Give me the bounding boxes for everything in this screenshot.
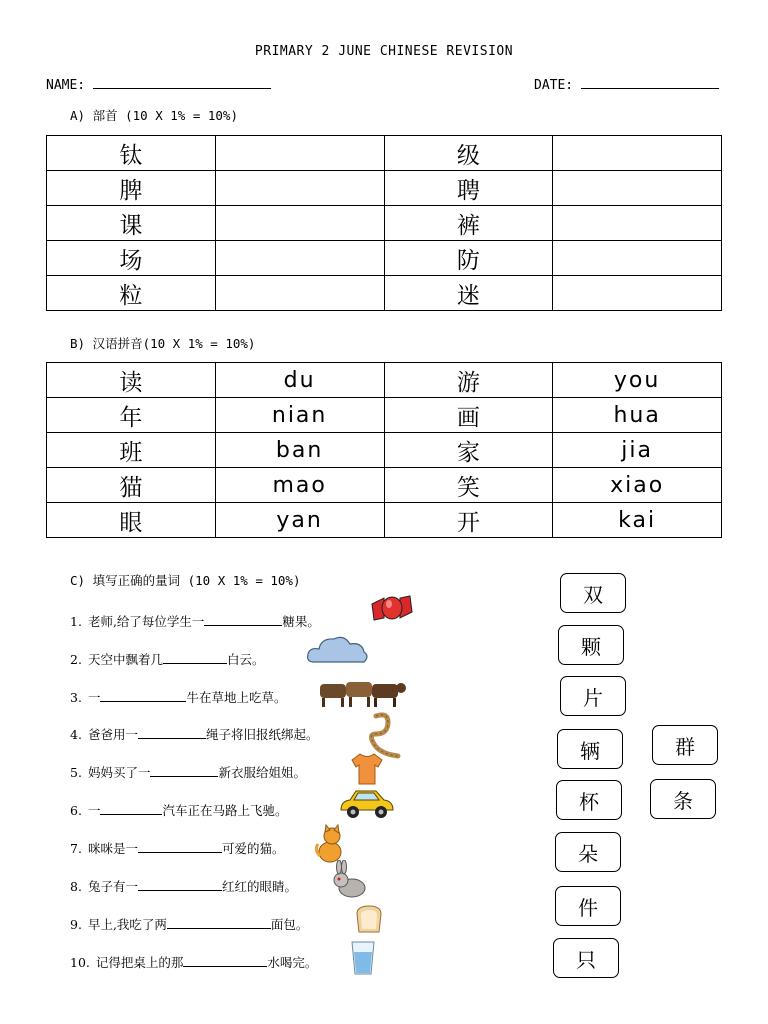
answer-blank[interactable]: [138, 878, 222, 891]
table-row: [47, 136, 722, 171]
word-bank-item[interactable]: 杯: [556, 780, 622, 820]
name-label: NAME:: [46, 78, 86, 93]
question-6: [70, 801, 287, 819]
question-7: [70, 839, 284, 857]
pinyin-cell: du: [215, 363, 384, 398]
answer-blank[interactable]: [183, 954, 267, 967]
date-field[interactable]: [581, 76, 719, 89]
pinyin-cell: xiao: [553, 468, 722, 503]
table-row: [47, 276, 722, 311]
answer-cell[interactable]: [215, 171, 384, 206]
name-field[interactable]: [93, 76, 271, 89]
rabbit-icon: [330, 860, 372, 900]
character-cell: 眼: [47, 503, 216, 538]
word-bank-item[interactable]: 双: [560, 573, 626, 613]
question-number: 10.: [70, 955, 90, 970]
answer-cell[interactable]: [215, 206, 384, 241]
table-row: [47, 241, 722, 276]
character-cell: 猫: [47, 468, 216, 503]
question-9: [70, 915, 308, 933]
section-a-heading: A) 部首 (10 X 1% = 10%): [70, 108, 238, 123]
date-row: [534, 76, 719, 93]
character-cell: 聘: [384, 171, 553, 206]
question-text-before: 爸爸用一: [87, 727, 138, 742]
answer-cell[interactable]: [553, 206, 722, 241]
question-number: 8.: [70, 879, 82, 894]
question-4: [70, 725, 318, 743]
question-text-after: 面包。: [270, 917, 309, 932]
character-cell: 裤: [384, 206, 553, 241]
section-c-heading: C) 填写正确的量词 (10 X 1% = 10%): [70, 573, 301, 588]
character-cell: 课: [47, 206, 216, 241]
question-number: 2.: [70, 652, 82, 667]
answer-cell[interactable]: [215, 241, 384, 276]
question-3: [70, 688, 286, 706]
character-cell: 画: [384, 398, 553, 433]
table-row: [47, 468, 722, 503]
answer-blank[interactable]: [150, 764, 218, 777]
question-number: 6.: [70, 803, 82, 818]
table-row: [47, 171, 722, 206]
answer-cell[interactable]: [553, 241, 722, 276]
answer-cell[interactable]: [553, 136, 722, 171]
question-number: 5.: [70, 765, 82, 780]
question-text-after: 糖果。: [282, 614, 320, 629]
question-text-before: 天空中飘着几: [87, 652, 163, 667]
question-number: 4.: [70, 727, 82, 742]
answer-blank[interactable]: [100, 802, 162, 815]
character-cell: 读: [47, 363, 216, 398]
character-cell: 班: [47, 433, 216, 468]
cat-icon: [312, 824, 348, 864]
question-5: [70, 763, 306, 781]
question-text-after: 水喝完。: [267, 955, 318, 970]
glass-icon: [350, 940, 376, 976]
table-row: [47, 503, 722, 538]
character-cell: 家: [384, 433, 553, 468]
character-cell: 游: [384, 363, 553, 398]
answer-cell[interactable]: [553, 171, 722, 206]
bread-icon: [354, 904, 384, 934]
answer-blank[interactable]: [204, 613, 282, 626]
date-label: DATE:: [534, 78, 574, 93]
answer-cell[interactable]: [215, 136, 384, 171]
name-row: [46, 76, 271, 93]
cows-icon: [316, 676, 406, 710]
word-bank-item[interactable]: 辆: [557, 729, 623, 769]
candy-icon: [370, 590, 414, 626]
character-cell: 级: [384, 136, 553, 171]
question-text-before: 早上,我吃了两: [87, 917, 167, 932]
character-cell: 脾: [47, 171, 216, 206]
character-cell: 年: [47, 398, 216, 433]
word-bank-item[interactable]: 朵: [555, 832, 621, 872]
answer-blank[interactable]: [138, 840, 222, 853]
word-bank-item[interactable]: 件: [555, 886, 621, 926]
question-number: 7.: [70, 841, 82, 856]
question-text-before: 一: [87, 690, 101, 705]
word-bank-item[interactable]: 只: [553, 938, 619, 978]
answer-blank[interactable]: [138, 726, 206, 739]
answer-blank[interactable]: [163, 651, 227, 664]
pinyin-table: [46, 362, 722, 538]
table-row: [47, 363, 722, 398]
question-number: 3.: [70, 690, 82, 705]
question-text-after: 牛在草地上吃草。: [186, 690, 287, 705]
page-title: PRIMARY 2 JUNE CHINESE REVISION: [254, 44, 514, 59]
table-row: [47, 398, 722, 433]
answer-cell[interactable]: [553, 276, 722, 311]
pinyin-cell: jia: [553, 433, 722, 468]
question-text-after: 可爱的猫。: [221, 841, 285, 856]
pinyin-cell: you: [553, 363, 722, 398]
question-text-before: 妈妈买了一: [87, 765, 151, 780]
question-10: [70, 953, 317, 971]
question-text-after: 白云。: [226, 652, 265, 667]
answer-blank[interactable]: [167, 916, 271, 929]
question-number: 1.: [70, 614, 82, 629]
shirt-icon: [350, 752, 384, 786]
pinyin-cell: yan: [215, 503, 384, 538]
question-text-before: 兔子有一: [87, 879, 138, 894]
table-row: [47, 206, 722, 241]
character-cell: 场: [47, 241, 216, 276]
pinyin-cell: ban: [215, 433, 384, 468]
answer-blank[interactable]: [100, 689, 186, 702]
word-bank-item[interactable]: 条: [650, 779, 716, 819]
pinyin-cell: nian: [215, 398, 384, 433]
cloud-icon: [306, 632, 370, 668]
word-bank-item[interactable]: 群: [652, 725, 718, 765]
pinyin-cell: kai: [553, 503, 722, 538]
question-text-before: 老师,给了每位学生一: [87, 614, 205, 629]
radical-table: [46, 135, 722, 311]
pinyin-cell: hua: [553, 398, 722, 433]
character-cell: 防: [384, 241, 553, 276]
character-cell: 迷: [384, 276, 553, 311]
character-cell: 粒: [47, 276, 216, 311]
question-text-before: 咪咪是一: [87, 841, 138, 856]
word-bank-item[interactable]: 颗: [558, 625, 624, 665]
question-text-after: 绳子将旧报纸绑起。: [205, 727, 319, 742]
question-text-before: 一: [87, 803, 101, 818]
question-8: [70, 877, 297, 895]
car-icon: [338, 786, 396, 822]
character-cell: 开: [384, 503, 553, 538]
section-b-heading: B) 汉语拼音(10 X 1% = 10%): [70, 336, 256, 351]
question-2: [70, 650, 264, 668]
question-1: [70, 612, 320, 630]
question-text-before: 记得把桌上的那: [95, 955, 184, 970]
pinyin-cell: mao: [215, 468, 384, 503]
character-cell: 钛: [47, 136, 216, 171]
table-row: [47, 433, 722, 468]
answer-cell[interactable]: [215, 276, 384, 311]
character-cell: 笑: [384, 468, 553, 503]
question-text-after: 新衣服给姐姐。: [218, 765, 306, 780]
question-text-after: 汽车正在马路上飞驰。: [162, 803, 288, 818]
question-number: 9.: [70, 917, 82, 932]
question-text-after: 红红的眼睛。: [221, 879, 297, 894]
word-bank-item[interactable]: 片: [560, 676, 626, 716]
